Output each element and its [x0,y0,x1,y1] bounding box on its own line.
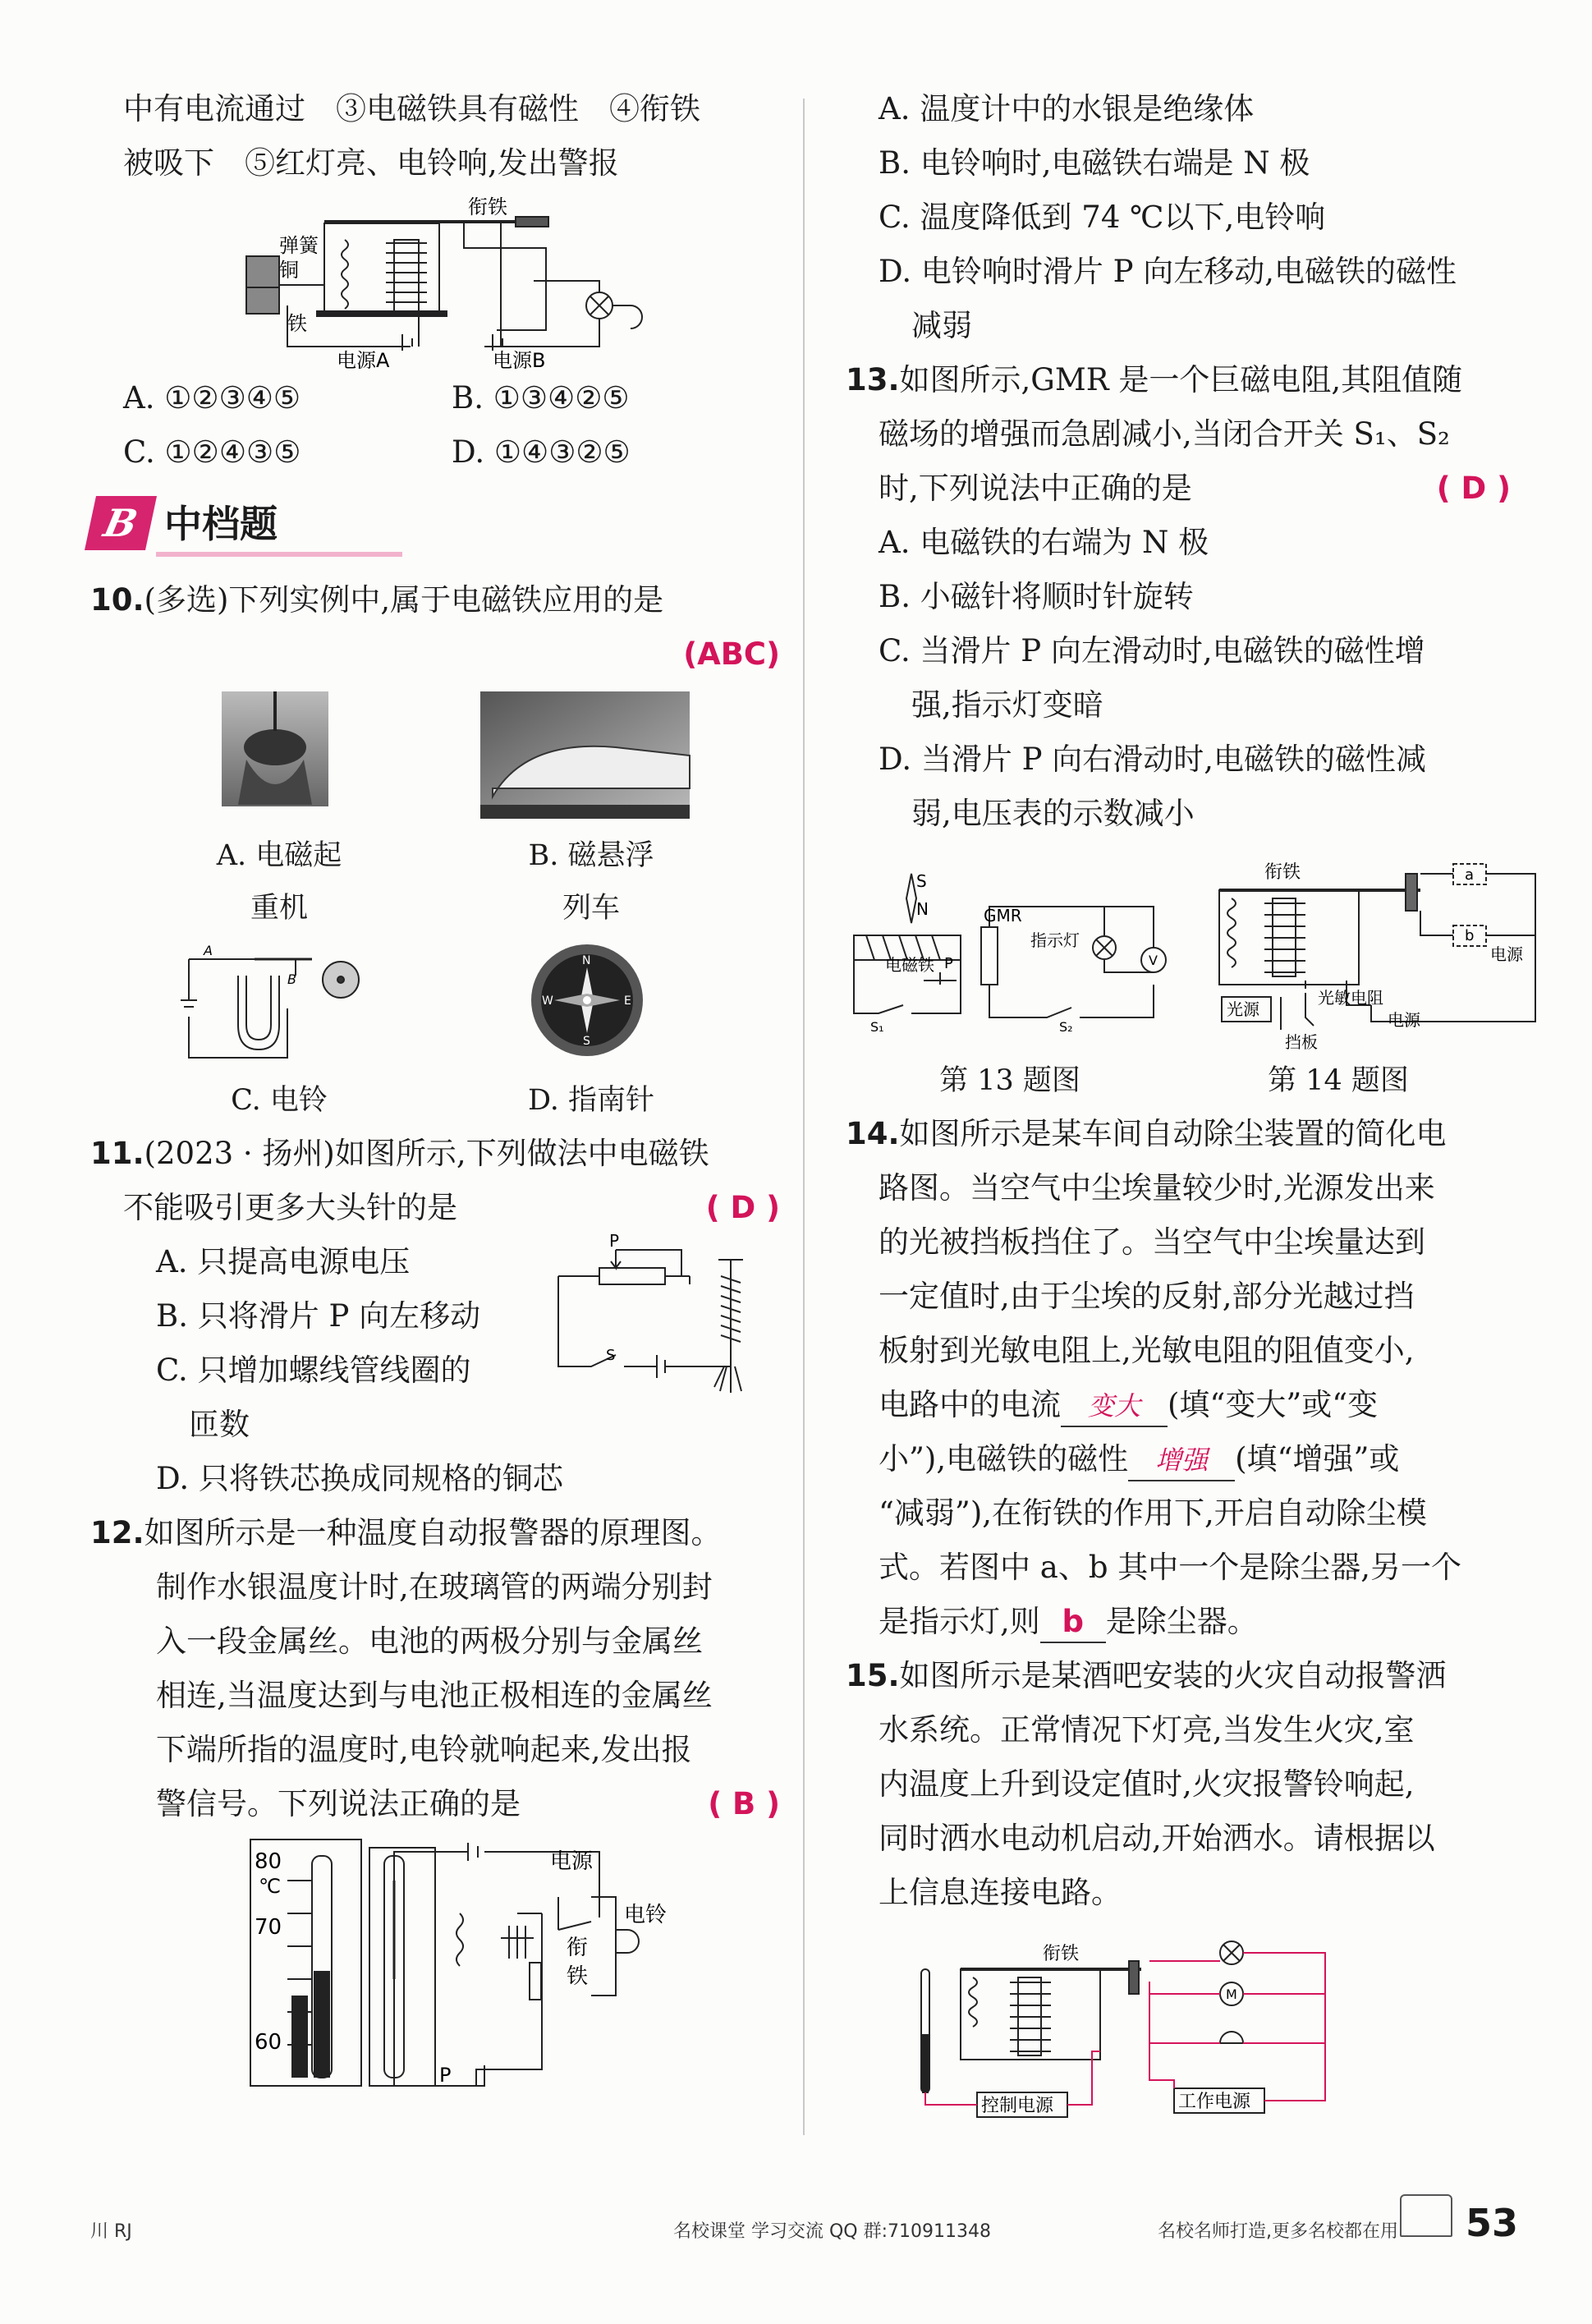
q9-option-c: C. ①②④③⑤ [123,434,301,470]
q9-circuit-diagram [123,191,780,371]
q11-circuit-diagram [550,1231,796,1408]
q9-line2: 被吸下 ⑤红灯亮、电铃响,发出警报 [123,145,619,181]
q15-fig-armature: 衔铁 [1043,1944,1080,1964]
q13-q14-figures [846,857,1523,1054]
bell-label-b: B [287,971,296,987]
q13-option-d-line2: 弱,电压表的示数减小 [911,796,1195,831]
q13-line2: 磁场的增强而急剧减小,当闭合开关 S₁、S₂ [879,416,1450,452]
q11-option-b: B. 只将滑片 P 向左移动 [156,1298,481,1334]
q14-fig-ldr: 光敏电阻 [1318,988,1383,1008]
q13-text3: 时,下列说法中正确的是 [879,471,1192,506]
q15-line1 [846,1649,1511,1703]
q11-option-d: D. 只将铁芯换成同规格的铜芯 [156,1461,563,1496]
footer-slogan: 名校名师打造,更多名校都在用 [1158,2221,1398,2242]
q11-text2: 不能吸引更多大头针的是 [123,1190,457,1225]
q10-images-row2 [123,935,780,1074]
q11-line2 [123,1181,780,1235]
q11-option-c-line2: 匝数 [189,1407,250,1442]
q15-line5: 上信息连接电路。 [879,1875,1122,1910]
q12-option-c: C. 温度降低到 74 ℃以下,电铃响 [879,200,1326,235]
q10-answer: (ABC) [683,636,780,672]
q15-fig-work-power: 工作电源 [1178,2092,1251,2112]
q9-options-row2 [123,425,780,480]
q10-option-a-line2: 重机 [250,892,308,925]
q12-line4: 相连,当温度达到与电池正极相连的金属丝 [156,1678,713,1713]
q14-fig-plate: 挡板 [1285,1032,1318,1052]
q11-body [123,1231,780,1506]
q11-text1: (2023 · 扬州)如图所示,下列做法中电磁铁 [144,1136,709,1171]
q9-option-a: A. ①②③④⑤ [123,380,301,416]
footer-center: 名校课堂 学习交流 QQ 群:710911348 [673,2221,991,2242]
q12-line6 [123,1777,780,1831]
q9-label-power-a: 电源A [337,349,390,372]
q13-option-a: A. 电磁铁的右端为 N 极 [879,525,1209,560]
q9-line1: 中有电流通过 ③电磁铁具有磁性 ④衔铁 [123,91,700,126]
page-number: 53 [1466,2201,1519,2245]
q14-line2: 路图。当空气中尘埃量较少时,光源发出来 [879,1170,1435,1206]
q9-label-spring: 弹簧 [279,234,319,257]
q13-option-c-line1: C. 当滑片 P 向左滑动时,电磁铁的磁性增 [879,633,1425,668]
q12-line2: 制作水银温度计时,在玻璃管的两端分别封 [156,1569,713,1605]
q14-line5: 板射到光敏电阻上,光敏电阻的阻值变小, [879,1333,1415,1368]
q13-text1: 如图所示,GMR 是一个巨磁电阻,其阻值随 [899,362,1463,397]
q14-text10b: 是除尘器。 [1105,1604,1258,1639]
compass-label-w: W [542,994,553,1008]
q13-fig-s2: S₂ [1059,1019,1073,1035]
column-divider [803,99,805,2135]
q12-label-bell: 电铃 [624,1903,668,1927]
q10-option-b-line1: B. 磁悬浮 [528,839,654,872]
q14-text7b: (填“增强”或 [1235,1441,1400,1477]
q11-number: 11. [90,1136,145,1171]
q12-line1 [90,1506,780,1560]
q14-line4: 一定值时,由于尘埃的反射,部分光越过挡 [879,1279,1415,1314]
footer-logo-icon [1400,2194,1452,2237]
q14-line7 [846,1432,1511,1486]
q12-label-armature1: 衔 [567,1936,589,1960]
q10-option-a-line1: A. 电磁起 [216,839,342,872]
q14-text6a: 电路中的电流 [879,1387,1061,1422]
q12-option-b: B. 电铃响时,电磁铁右端是 N 极 [879,145,1310,181]
q12-figure [123,1831,780,2102]
q14-text1: 如图所示是某车间自动除尘装置的简化电 [899,1116,1447,1151]
q15-number: 15. [846,1658,900,1693]
section-title: 中档题 [164,502,278,546]
q11-answer: ( D ) [705,1190,780,1225]
q14-fig-light: 光源 [1227,999,1259,1019]
q11-option-c-line1: C. 只增加螺线管线圈的 [156,1353,471,1388]
q15-fig-motor: M [1226,1986,1237,2002]
q13-circuit [854,874,1166,1017]
section-letter: B [85,496,157,550]
q10-figures-cd [123,935,780,1074]
q10-number: 10. [90,582,145,618]
q14-line3: 的光被挡板挡住了。当空气中尘埃量达到 [879,1224,1425,1260]
q12-tick-60: 60 [255,2030,282,2055]
q14-line8: “减弱”),在衔铁的作用下,开启自动除尘模 [879,1495,1427,1531]
q9-figure [123,191,780,371]
q13-fig-electromagnet: 电磁铁 [885,955,934,975]
q12-option-a: A. 温度计中的水银是绝缘体 [879,91,1255,126]
q10-option-c: C. 电铃 [231,1084,328,1117]
section-underline [156,552,402,557]
q14-fig-power: 电源 [1490,944,1523,964]
q10-answer-line [123,627,780,682]
q10-stem [90,573,780,627]
q10-option-b-line2: 列车 [562,892,620,925]
q12-alarm-diagram [123,1831,780,2102]
q9-label-copper: 铜 [279,259,299,282]
q13-option-c-line2: 强,指示灯变暗 [911,687,1103,723]
footer-edition: 川 RJ [90,2221,132,2242]
q14-text7a: 小”),电磁铁的磁性 [879,1441,1129,1477]
bell-label-a: A [204,943,213,958]
q15-fire-alarm-diagram [846,1936,1511,2125]
q12-answer: ( B ) [708,1786,780,1821]
q12-text1: 如图所示是一种温度自动报警器的原理图。 [144,1515,722,1550]
q12-label-power: 电源 [550,1849,594,1874]
q9-option-b: B. ①③④②⑤ [452,380,630,416]
compass-label-n: N [582,954,591,967]
q13-fig-s1: S₁ [870,1019,884,1035]
left-column [90,82,780,2102]
q13-caption: 第 13 题图 [939,1064,1080,1097]
q14-blank-dust-remover: b [1040,1602,1106,1643]
q12-tick-80: 80 [255,1849,282,1874]
q14-fig-a: a [1465,866,1475,884]
compass-label-s: S [583,1035,590,1048]
q13-fig-s: S [916,871,927,891]
q14-number: 14. [846,1116,900,1151]
q14-line6 [846,1378,1511,1432]
q10-captions-row2 [123,1074,780,1127]
q15-line4: 同时洒水电动机启动,开始洒水。请根据以 [879,1821,1435,1856]
bell-diagram [181,959,359,1058]
q12-text6: 警信号。下列说法正确的是 [156,1786,521,1821]
q13-line1 [846,353,1511,407]
q9-label-armature: 衔铁 [468,195,507,218]
q13-option-d-line1: D. 当滑片 P 向右滑动时,电磁铁的磁性减 [879,742,1427,777]
q13-q14-diagrams [846,857,1523,1054]
q12-option-d-line1: D. 电铃响时滑片 P 向左移动,电磁铁的磁性 [879,254,1457,289]
q11-option-a: A. 只提高电源电压 [156,1244,411,1279]
q13-fig-gmr: GMR [984,906,1022,925]
q11-line1 [90,1127,780,1181]
q13-fig-lamp: 指示灯 [1030,930,1080,950]
q10-option-d: D. 指南针 [527,1084,655,1117]
figure-captions [846,1054,1511,1107]
q14-line10 [846,1595,1511,1649]
q14-line1 [846,1107,1511,1161]
q11-fig-s: S [606,1347,616,1364]
q14-fig-armature: 衔铁 [1264,862,1301,883]
q12-label-armature2: 铁 [567,1964,589,1989]
q9-options-row1 [123,371,780,425]
q14-text10a: 是指示灯,则 [879,1604,1040,1639]
q14-text6b: (填“变大”或“变 [1168,1387,1379,1422]
q14-blank-magnetism: 增强 [1128,1440,1235,1481]
q12-option-d-line2: 减弱 [911,308,972,343]
q13-fig-n: N [916,899,929,919]
q9-label-power-b: 电源B [493,349,546,372]
q12-fig-p: P [439,2064,452,2087]
q13-answer: ( D ) [1436,471,1511,506]
q10-text: (多选)下列实例中,属于电磁铁应用的是 [144,582,664,618]
q11-fig-p: P [609,1231,620,1251]
q14-caption: 第 14 题图 [1268,1064,1409,1097]
maglev-photo [480,691,690,819]
q12-unit-c: ℃ [259,1875,281,1898]
q12-line5: 下端所指的温度时,电铃就响起来,发出报 [156,1732,692,1767]
q13-option-b: B. 小磁针将顺时针旋转 [879,579,1194,614]
q13-number: 13. [846,362,900,397]
q9-option-d: D. ①④③②⑤ [452,434,631,470]
q14-fig-power2: 电源 [1388,1010,1420,1030]
q15-answer-wiring [925,1953,1325,2105]
q14-line9: 式。若图中 a、b 其中一个是除尘器,另一个 [879,1550,1462,1585]
q15-line2: 水系统。正常情况下灯亮,当发生火灾,室 [879,1712,1415,1748]
q14-fig-b: b [1465,927,1475,944]
q12-tick-70: 70 [255,1915,282,1940]
section-heading [99,491,780,565]
q13-fig-v: V [1149,953,1158,968]
q10-captions-row1 [123,829,780,935]
q15-fig-control-power: 控制电源 [981,2096,1054,2116]
compass-label-e: E [624,994,631,1008]
q13-line3 [846,462,1511,516]
q15-text1: 如图所示是某酒吧安装的火灾自动报警洒 [899,1658,1447,1693]
q9-label-iron: 铁 [287,312,307,335]
q15-line3: 内温度上升到设定值时,火灾报警铃响起, [879,1766,1415,1802]
q14-blank-current: 变大 [1061,1386,1168,1427]
q15-figure [846,1936,1511,2125]
right-column [846,82,1523,2125]
q12-line3: 入一段金属丝。电池的两极分别与金属丝 [156,1624,703,1659]
q12-number: 12. [90,1515,145,1550]
q13-fig-p: P [944,955,953,972]
crane-photo [222,691,328,806]
